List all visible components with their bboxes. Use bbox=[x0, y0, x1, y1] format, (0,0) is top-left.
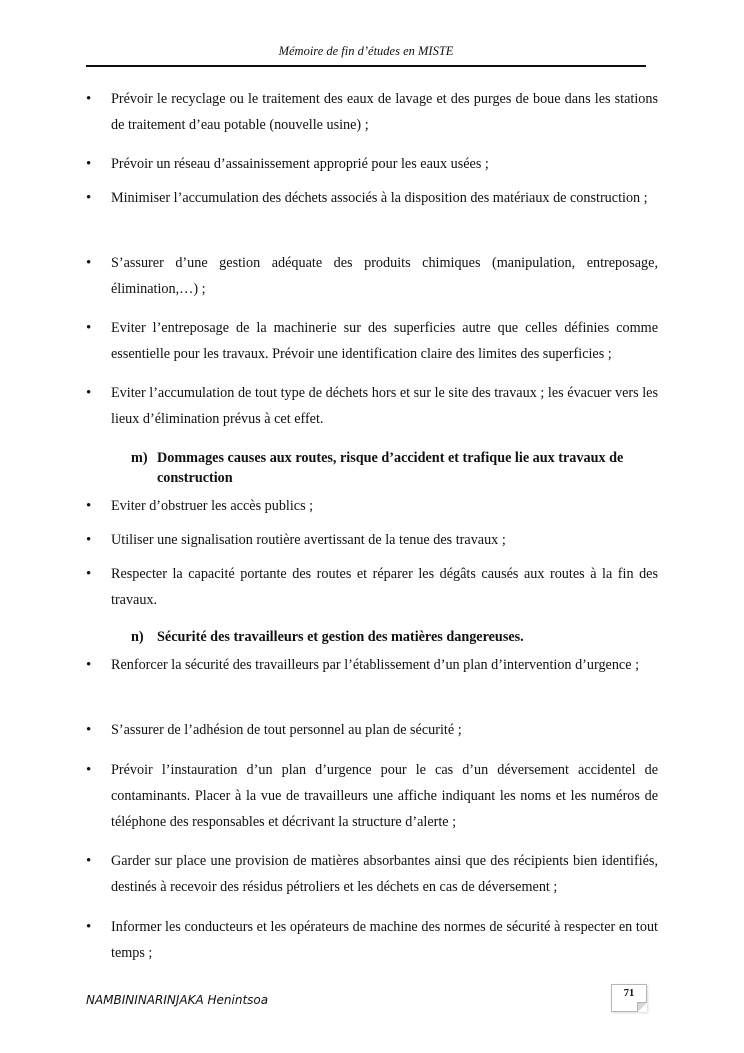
bullet-icon: • bbox=[86, 91, 92, 107]
list-item bbox=[86, 86, 658, 138]
bullet-icon: • bbox=[86, 657, 92, 673]
footer-author: NAMBININARINJAKA Henintsoa bbox=[86, 993, 269, 1007]
list-item bbox=[86, 561, 658, 613]
page-curl-icon bbox=[637, 1002, 647, 1012]
list-item bbox=[86, 757, 658, 835]
list-item bbox=[86, 151, 658, 177]
bullet-icon: • bbox=[86, 919, 92, 935]
heading-text: Dommages causes aux routes, risque d’accident et trafique lie aux travaux de construction bbox=[157, 450, 624, 486]
list-item-text: Informer les conducteurs et les opérateurs de machine des normes de sécurité à respecter en tout temps ; bbox=[111, 919, 658, 961]
bullet-icon: • bbox=[86, 532, 92, 548]
list-item-text: Renforcer la sécurité des travailleurs par l’établissement d’un plan d’intervention d’urgence ; bbox=[111, 657, 640, 673]
section-heading-n bbox=[131, 627, 658, 647]
page-number: 71 bbox=[623, 988, 635, 999]
page-number-box bbox=[611, 984, 647, 1012]
list-item bbox=[86, 848, 658, 900]
bullet-icon: • bbox=[86, 566, 92, 582]
bullet-icon: • bbox=[86, 190, 92, 206]
list-item-text: Respecter la capacité portante des routes et réparer les dégâts causés aux routes à la fin des travaux. bbox=[111, 566, 658, 608]
list-item bbox=[86, 380, 658, 432]
list-item-text: Eviter d’obstruer les accès publics ; bbox=[111, 498, 314, 514]
list-item-text: Prévoir l’instauration d’un plan d’urgence pour le cas d’un déversement accidentel de contaminants. Placer à la vue de travailleurs une affiche indiquant les noms et les numéros de téléphone des responsables et décrivant la structure d’alerte ; bbox=[111, 762, 658, 830]
list-item bbox=[86, 652, 658, 678]
bullet-icon: • bbox=[86, 853, 92, 869]
list-item bbox=[86, 493, 658, 519]
list-item bbox=[86, 250, 658, 302]
bullet-icon: • bbox=[86, 320, 92, 336]
section-heading-m bbox=[131, 448, 658, 488]
list-item-text: Eviter l’entreposage de la machinerie sur des superficies autre que celles définies comme essentielle pour les travaux. Prévoir une identification claire des limites des superficies ; bbox=[111, 320, 658, 362]
bullet-icon: • bbox=[86, 722, 92, 738]
list-item-text: Prévoir le recyclage ou le traitement des eaux de lavage et des purges de boue dans les stations de traitement d’eau potable (nouvelle usine) ; bbox=[111, 91, 658, 133]
list-item bbox=[86, 527, 658, 553]
list-item bbox=[86, 717, 658, 743]
bullet-icon: • bbox=[86, 762, 92, 778]
bullet-icon: • bbox=[86, 156, 92, 172]
list-item bbox=[86, 914, 658, 966]
heading-marker: n) bbox=[131, 629, 144, 645]
bullet-icon: • bbox=[86, 385, 92, 401]
list-item bbox=[86, 185, 658, 211]
bullet-icon: • bbox=[86, 498, 92, 514]
bullet-icon: • bbox=[86, 255, 92, 271]
list-item-text: S’assurer d’une gestion adéquate des produits chimiques (manipulation, entreposage, élimination,…) ; bbox=[111, 255, 658, 297]
list-item-text: S’assurer de l’adhésion de tout personnel au plan de sécurité ; bbox=[111, 722, 462, 738]
list-item-text: Eviter l’accumulation de tout type de déchets hors et sur le site des travaux ; les évacuer vers les lieux d’élimination prévus à cet effet. bbox=[111, 385, 658, 427]
list-item-text: Garder sur place une provision de matières absorbantes ainsi que des récipients bien identifiés, destinés à recevoir des résidus pétroliers et les déchets en cas de déversement ; bbox=[111, 853, 658, 895]
list-item bbox=[86, 315, 658, 367]
page-header-title: Mémoire de fin d’études en MISTE bbox=[278, 44, 454, 58]
list-item-text: Minimiser l’accumulation des déchets associés à la disposition des matériaux de construction ; bbox=[111, 190, 648, 206]
list-item-text: Utiliser une signalisation routière avertissant de la tenue des travaux ; bbox=[111, 532, 506, 548]
list-item-text: Prévoir un réseau d’assainissement approprié pour les eaux usées ; bbox=[111, 156, 489, 172]
header-rule bbox=[86, 65, 646, 67]
heading-text: Sécurité des travailleurs et gestion des matières dangereuses. bbox=[157, 629, 524, 645]
heading-marker: m) bbox=[131, 450, 148, 466]
